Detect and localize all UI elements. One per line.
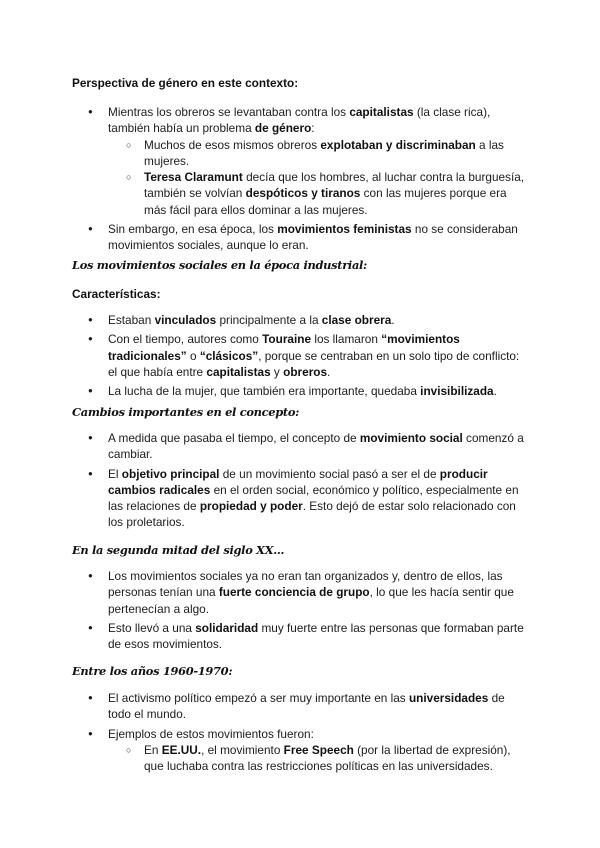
list-item: ● Con el tiempo, autores como Touraine los llamaron “movimientos tradicionales” o “clásicos”, porque se centraban en un solo tipo de conflicto: el que había entre capitalistas y obreros. (72, 331, 530, 380)
list-item: ● Ejemplos de estos movimientos fueron: ○ En EE.UU., el movimiento Free Speech (por la libertad de expresión), que luchaba contra las restricciones políticas en las universidades. (72, 726, 530, 775)
section-title: Cambios importantes en el concepto: (72, 405, 300, 419)
list-item: ● El activismo político empezó a ser muy importante en las universidades de todo el mundo. (72, 690, 530, 723)
section-1960-1970 (72, 664, 530, 774)
list-item: ● El objetivo principal de un movimiento social pasó a ser el de producir cambios radicales en el orden social, económico y político, especialmente en las relaciones de propiedad y poder. Esto dejó de estar solo relacionado con los proletarios. (72, 466, 530, 531)
section-title: En la segunda mitad del siglo XX... (72, 543, 285, 557)
list-item: ● Estaban vinculados principalmente a la clase obrera. (72, 312, 530, 328)
bullet-list (72, 104, 530, 254)
bullet-list (72, 430, 530, 531)
section-heading: Perspectiva de género en este contexto: (72, 76, 299, 90)
list-item: ● Mientras los obreros se levantaban contra los capitalistas (la clase rica), también había un problema de género: ○ Muchos de esos mismos obreros explotaban y discriminaban a las mujeres. ○ Teresa Claramunt decía que los hombres, al luchar contra la burguesía, también se volvían despóticos y tiranos con las mujeres porque era más fácil para ellos dominar a las mujeres. (72, 104, 530, 218)
sub-list (108, 137, 530, 218)
bullet-list (72, 690, 530, 774)
list-item: ● Esto llevó a una solidaridad muy fuerte entre las personas que formaban parte de esos movimientos. (72, 620, 530, 653)
section-subheading: Características: (72, 287, 161, 301)
section-second-half-20th-century (72, 543, 530, 652)
section-industrial-movements (72, 258, 530, 399)
section-concept-changes (72, 405, 530, 531)
sub-list-item: ○ Muchos de esos mismos obreros explotaban y discriminaban a las mujeres. (108, 137, 530, 170)
bullet-list (72, 312, 530, 399)
list-item: ● Sin embargo, en esa época, los movimientos feministas no se consideraban movimientos sociales, aunque lo eran. (72, 221, 530, 254)
section-title: Entre los años 1960-1970: (72, 664, 233, 678)
section-gender-perspective (72, 76, 530, 254)
list-item: ● A medida que pasaba el tiempo, el concepto de movimiento social comenzó a cambiar. (72, 430, 530, 463)
sub-list-item: ○ Teresa Claramunt decía que los hombres, al luchar contra la burguesía, también se volvían despóticos y tiranos con las mujeres porque era más fácil para ellos dominar a las mujeres. (108, 169, 530, 218)
bullet-list (72, 568, 530, 652)
list-item: ● La lucha de la mujer, que también era importante, quedaba invisibilizada. (72, 383, 530, 399)
section-title: Los movimientos sociales en la época industrial: (72, 258, 367, 272)
sub-list-item: ○ En EE.UU., el movimiento Free Speech (por la libertad de expresión), que luchaba contra las restricciones políticas en las universidades. (108, 742, 530, 775)
sub-list (108, 742, 530, 775)
list-item: ● Los movimientos sociales ya no eran tan organizados y, dentro de ellos, las personas tenían una fuerte conciencia de grupo, lo que les hacía sentir que pertenecían a algo. (72, 568, 530, 617)
